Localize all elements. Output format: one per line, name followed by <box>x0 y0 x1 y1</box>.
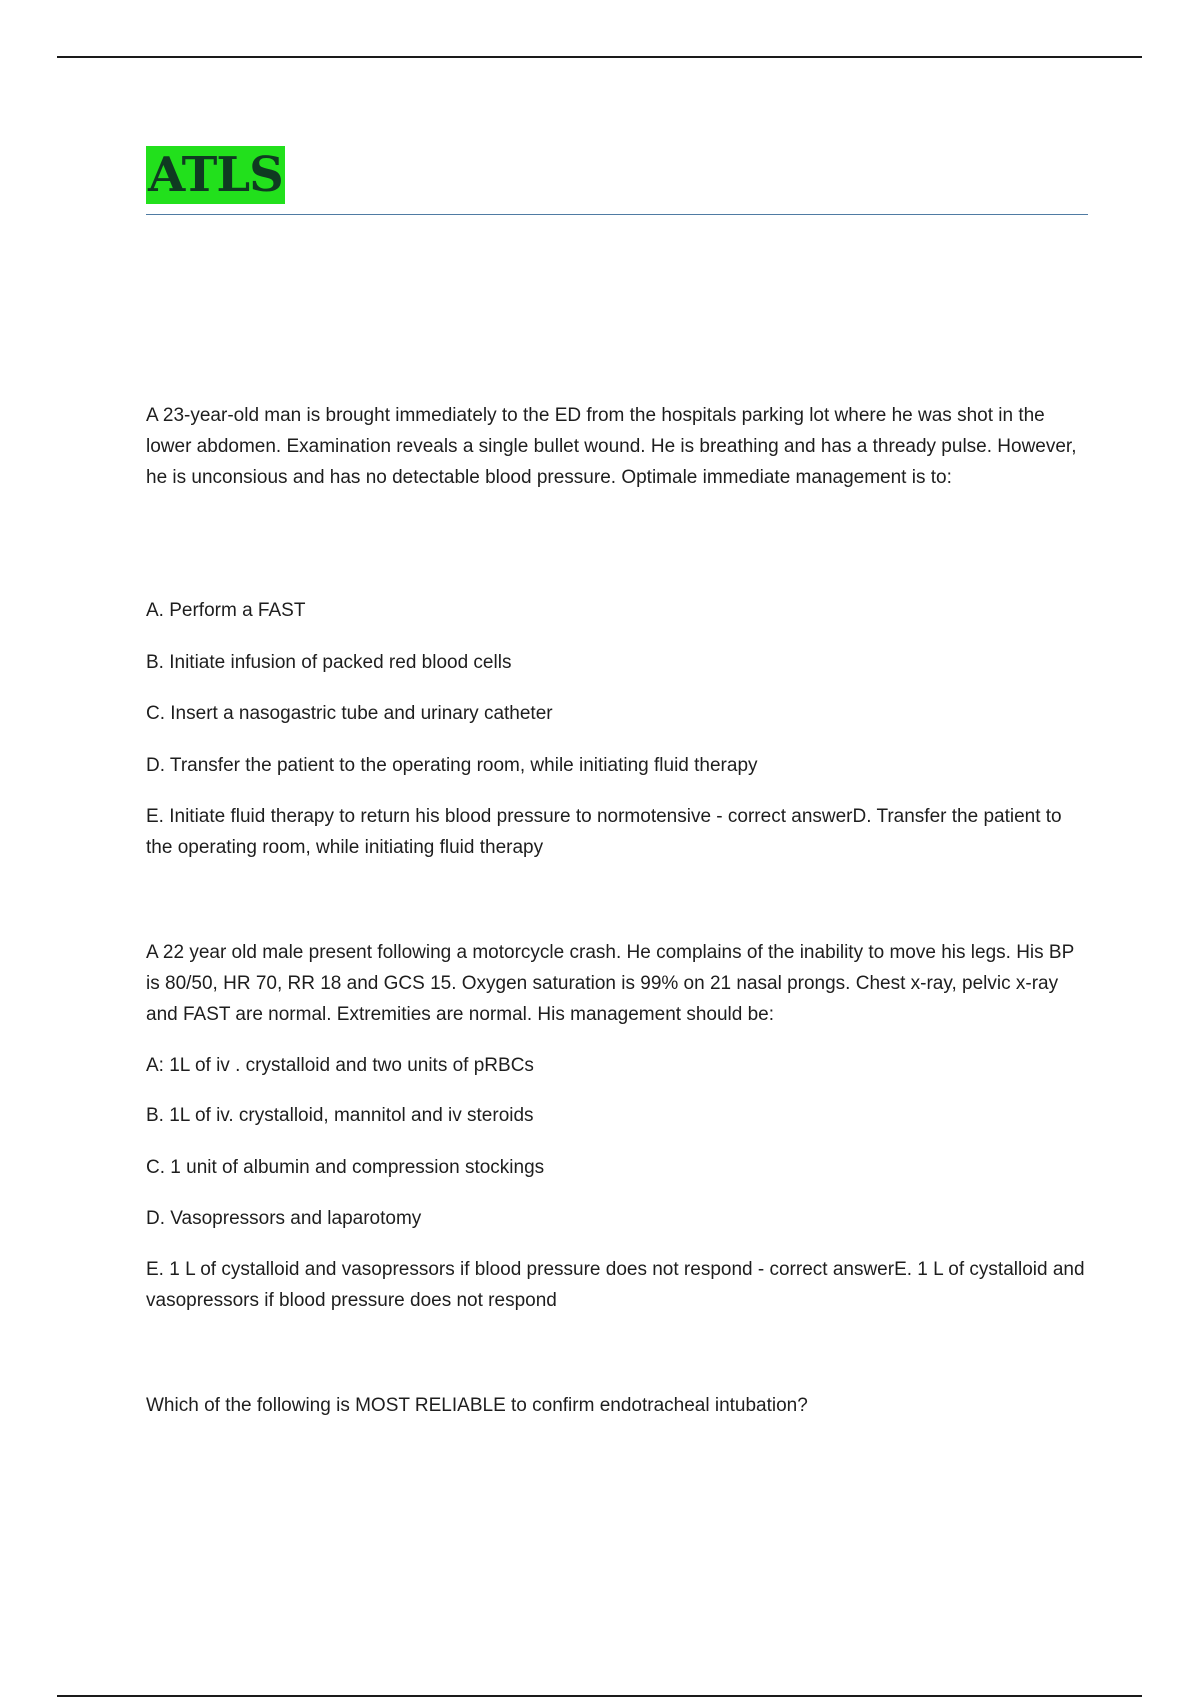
question-1-stem-block <box>146 400 1088 493</box>
question-2-option-b-block <box>146 1100 1088 1131</box>
title-block <box>146 146 285 204</box>
question-1-option-c-block <box>146 698 1088 729</box>
question-1-option-b: B. Initiate infusion of packed red blood cells <box>146 652 512 673</box>
question-2-option-a: A: 1L of iv . crystalloid and two units of pRBCs <box>146 1055 534 1076</box>
question-2-option-e-block <box>146 1254 1088 1316</box>
question-3-stem-block <box>146 1390 1088 1421</box>
question-2-option-c-block <box>146 1152 1088 1183</box>
question-1-option-e-block <box>146 801 1088 863</box>
question-2-option-c: C. 1 unit of albumin and compression stockings <box>146 1157 545 1178</box>
question-1-option-b-block <box>146 647 1088 678</box>
question-2-stem: A 22 year old male present following a motorcycle crash. He complains of the inability to move his legs. His BP is 80/50, HR 70, RR 18 and GCS 15. Oxygen saturation is 99% on 21 nasal prongs. Chest x-ray, pelvic x-ray and FAST are normal. Extremities are normal. His management should be: <box>146 942 1074 1025</box>
question-1-option-a-block <box>146 595 1088 626</box>
question-2-stem-block <box>146 937 1088 1030</box>
title-underline <box>146 214 1088 215</box>
question-2-option-d-block <box>146 1203 1088 1234</box>
question-1-option-c: C. Insert a nasogastric tube and urinary catheter <box>146 703 553 724</box>
question-1-option-d-block <box>146 750 1088 781</box>
page-title: ATLS <box>148 147 283 203</box>
question-2-option-d: D. Vasopressors and laparotomy <box>146 1208 422 1229</box>
question-1-stem: A 23-year-old man is brought immediately to the ED from the hospitals parking lot where he was shot in the lower abdomen. Examination reveals a single bullet wound. He is breathing and has a thready pulse. However, he is unconsious and has no detectable blood pressure. Optimale immediate management is to: <box>146 405 1077 488</box>
page-top-rule <box>57 56 1142 58</box>
page-bottom-rule <box>57 1695 1142 1697</box>
question-1-option-a: A. Perform a FAST <box>146 600 306 621</box>
question-3-stem: Which of the following is MOST RELIABLE to confirm endotracheal intubation? <box>146 1395 808 1416</box>
question-2-option-e: E. 1 L of cystalloid and vasopressors if blood pressure does not respond - correct answerE. 1 L of cystalloid and vasopressors if blood pressure does not respond <box>146 1259 1085 1311</box>
question-1-option-d: D. Transfer the patient to the operating room, while initiating fluid therapy <box>146 755 758 776</box>
question-2-option-b: B. 1L of iv. crystalloid, mannitol and iv steroids <box>146 1105 534 1126</box>
question-1-option-e: E. Initiate fluid therapy to return his blood pressure to normotensive - correct answerD. Transfer the patient to the operating room, while initiating fluid therapy <box>146 806 1062 858</box>
question-2-option-a-block <box>146 1050 1088 1081</box>
